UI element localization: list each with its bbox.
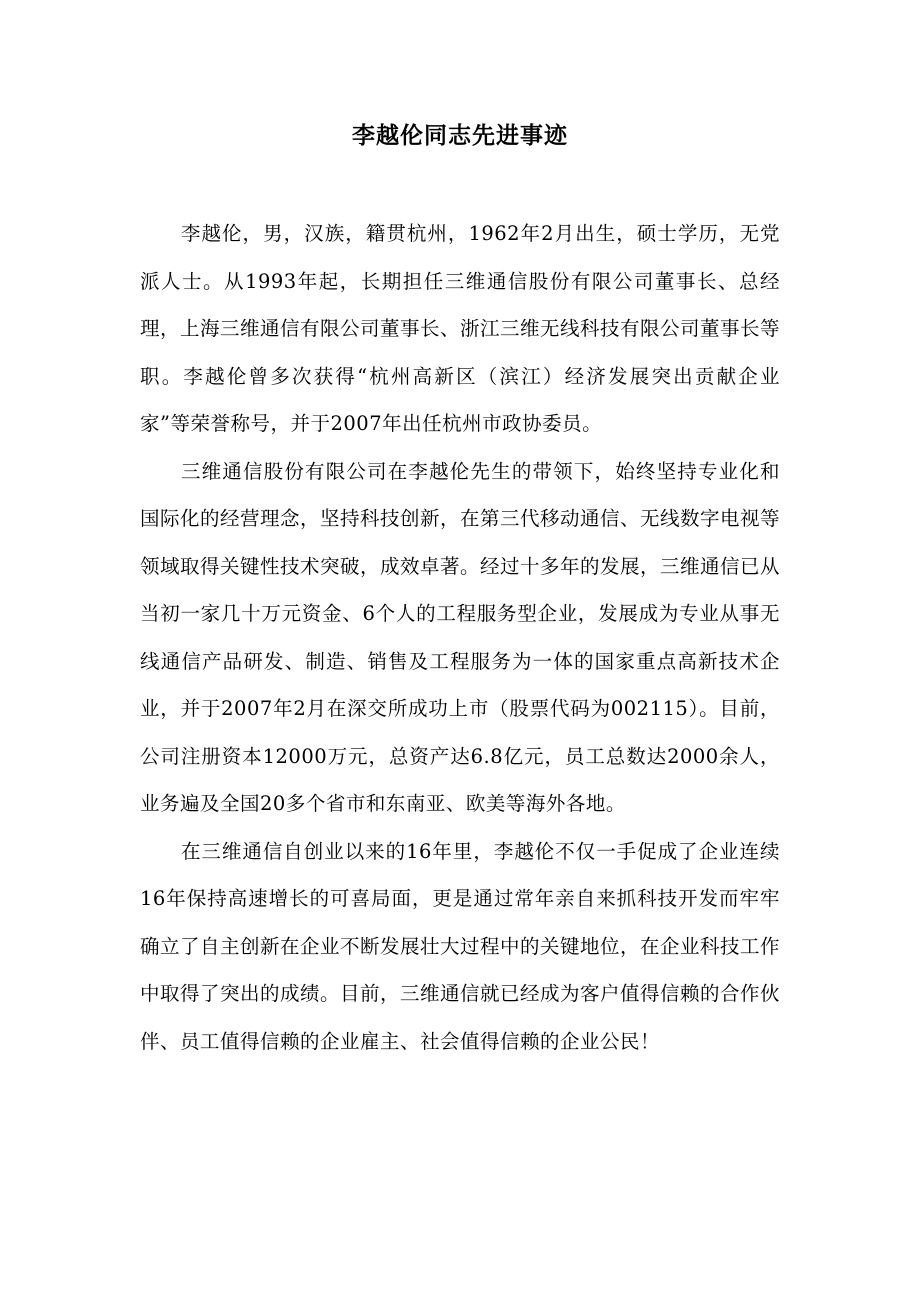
document-body: [140, 210, 780, 1065]
paragraph-biography: 李越伦，男，汉族，籍贯杭州，1962年2月出生，硕士学历，无党派人士。从1993年起，长期担任三维通信股份有限公司董事长、总经理，上海三维通信有限公司董事长、浙江三维无线科技有限公司董事长等职。李越伦曾多次获得“杭州高新区（滨江）经济发展突出贡献企业家”等荣誉称号，并于2007年出任杭州市政协委员。: [140, 222, 781, 435]
page-title: 李越伦同志先进事迹: [352, 123, 568, 149]
paragraph-company-development: 三维通信股份有限公司在李越伦先生的带领下，始终坚持专业化和国际化的经营理念，坚持科技创新，在第三代移动通信、无线数字电视等领域取得关键性技术突破，成效卓著。经过十多年的发展，三维通信已从当初一家几十万元资金、6个人的工程服务型企业，发展成为专业从事无线通信产品研发、制造、销售及工程服务为一体的国家重点高新技术企业，并于2007年2月在深交所成功上市（股票代码为002115）。目前，公司注册资本12000万元，总资产达6.8亿元，员工总数达2000余人，业务遍及全国20多个省市和东南亚、欧美等海外各地。: [140, 459, 781, 815]
paragraph-achievements: 在三维通信自创业以来的16年里，李越伦不仅一手促成了企业连续16年保持高速增长的可喜局面，更是通过常年亲自来抓科技开发而牢牢确立了自主创新在企业不断发展壮大过程中的关键地位，在企业科技工作中取得了突出的成绩。目前，三维通信就已经成为客户值得信赖的合作伙伴、员工值得信赖的企业雇主、社会值得信赖的企业公民！: [140, 839, 781, 1053]
